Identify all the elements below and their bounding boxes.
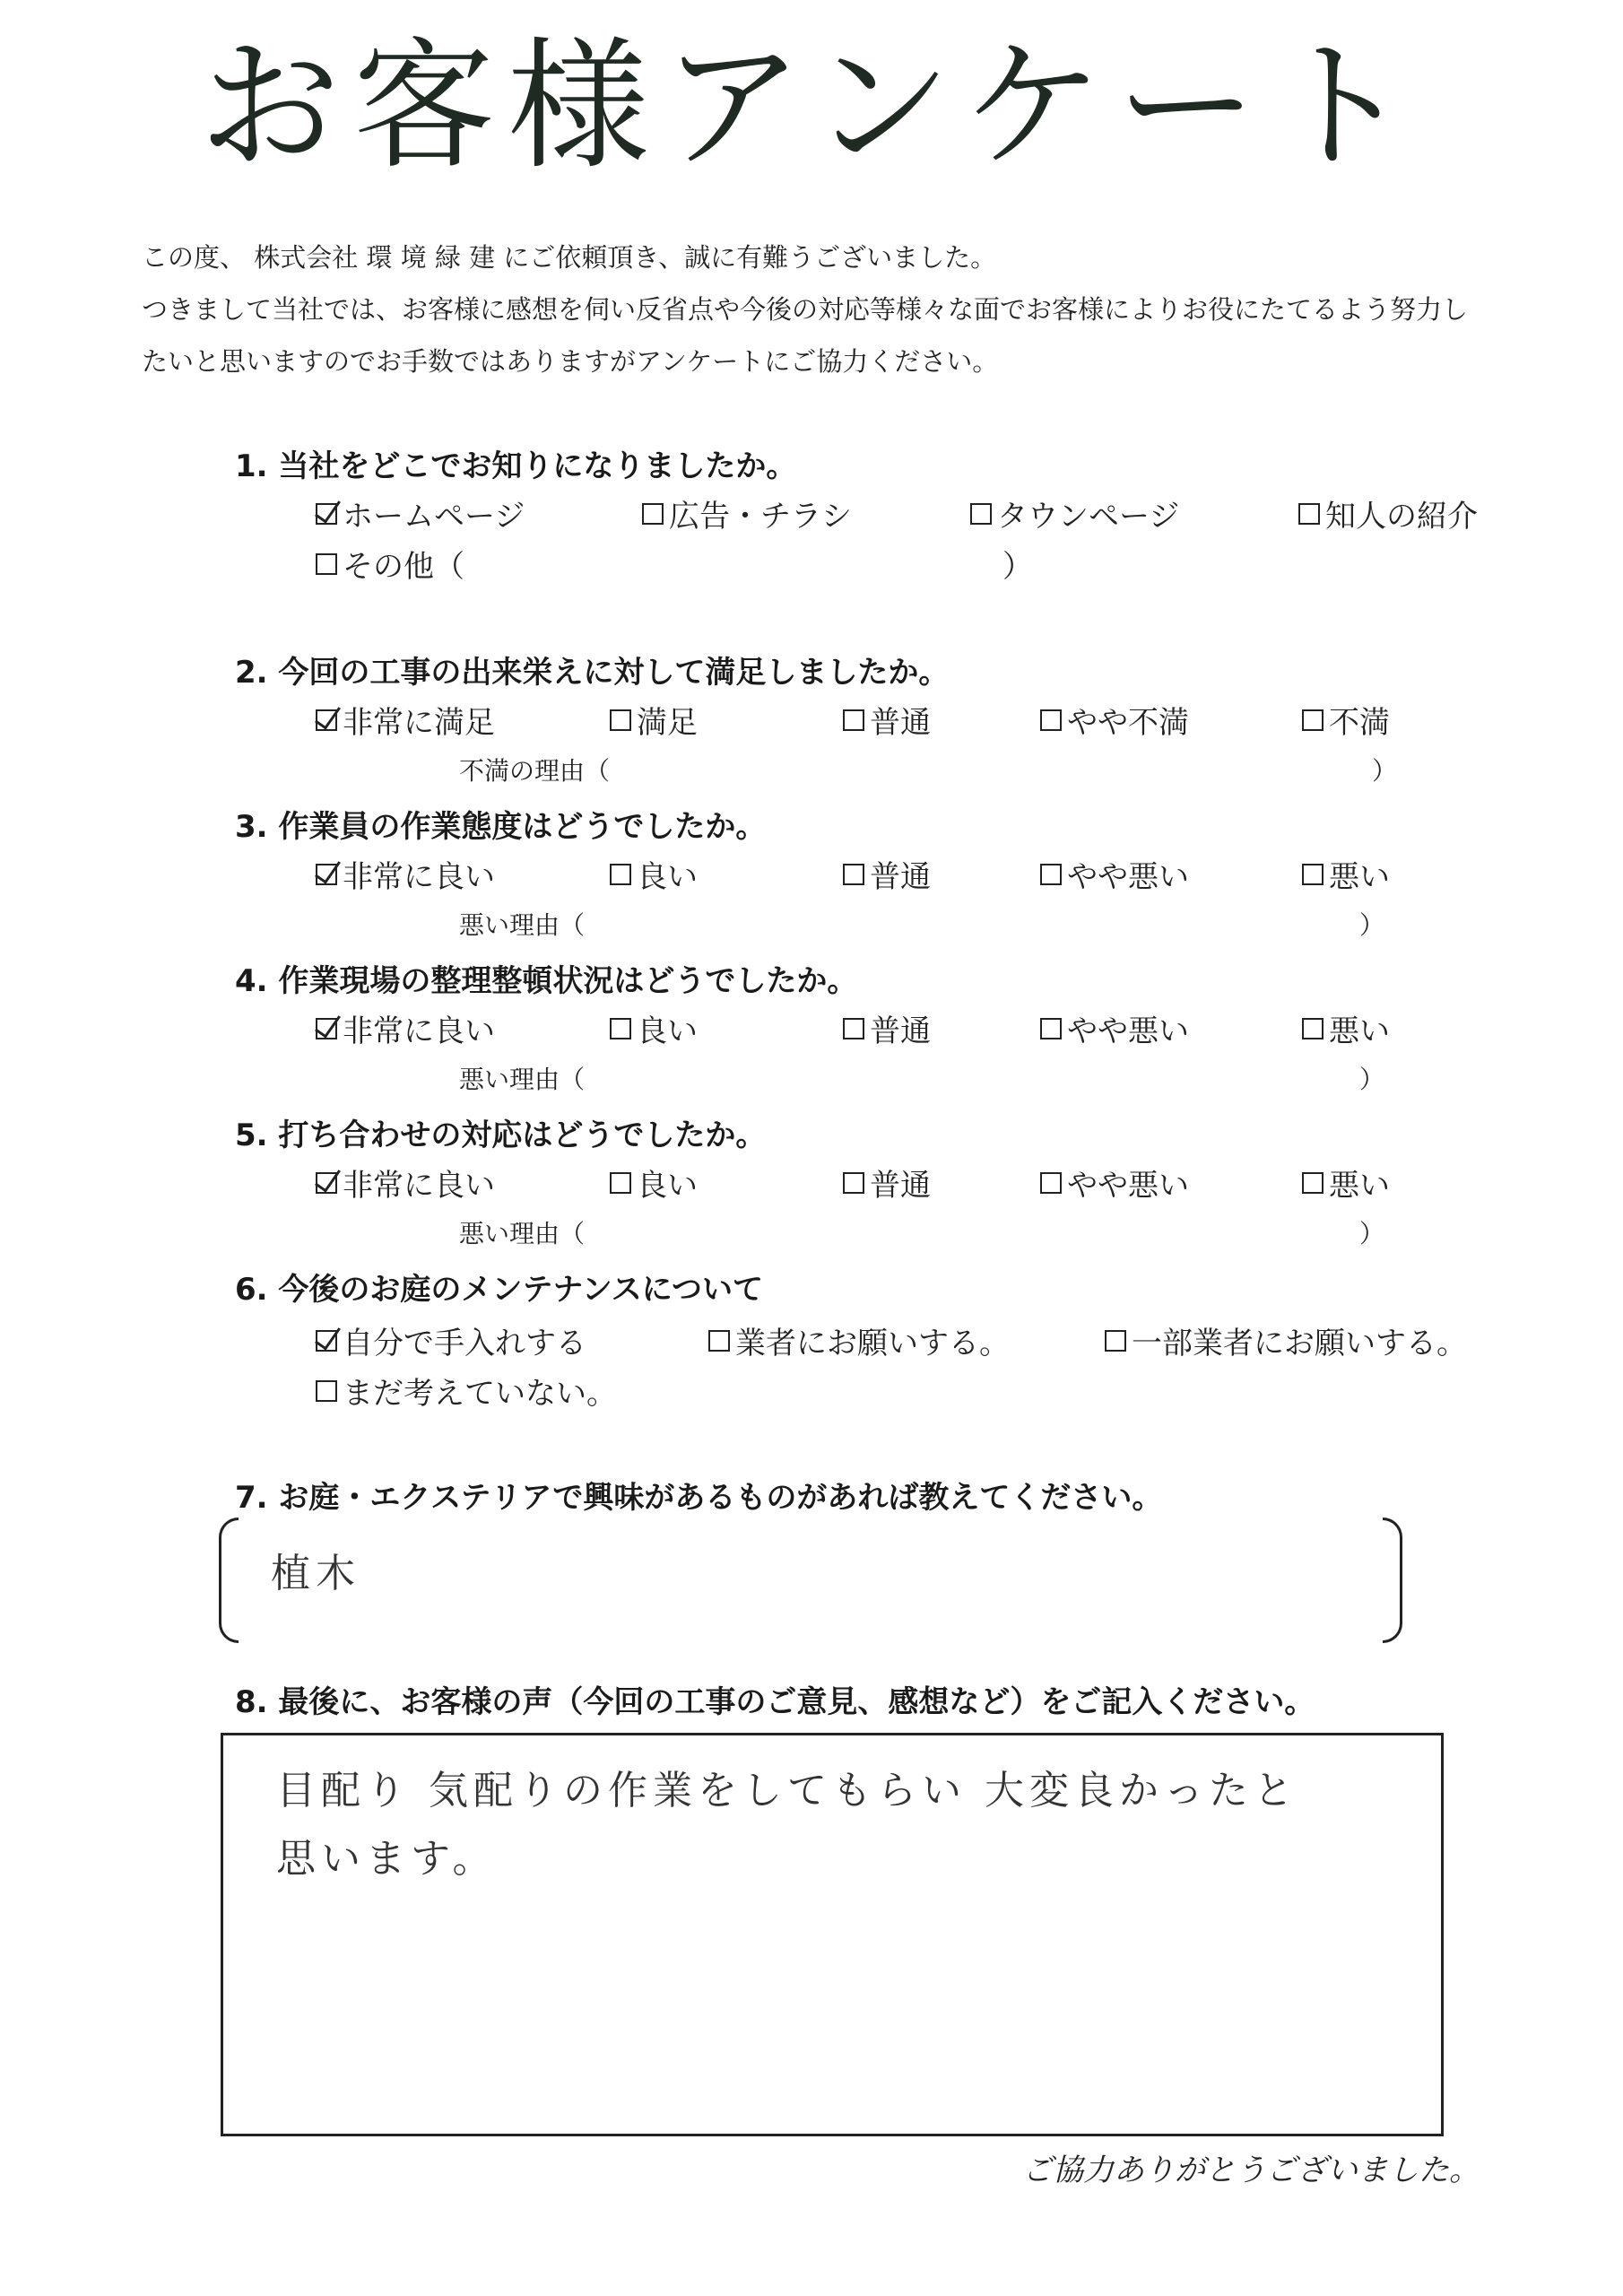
option-label: 非常に良い — [343, 1013, 495, 1049]
q4-option-3[interactable] — [843, 1006, 931, 1050]
q3-reason-label: 悪い理由（ — [459, 910, 586, 940]
q3-option-5[interactable] — [1302, 852, 1390, 896]
option-label: 悪い — [1329, 1013, 1390, 1049]
checkbox-icon[interactable] — [970, 503, 992, 525]
q7-handwritten-answer: 植木 — [271, 1551, 360, 1596]
q4-option-2[interactable] — [610, 1006, 698, 1050]
option-label: 一部業者にお願いする。 — [1132, 1326, 1467, 1361]
q8-handwritten-line-2: 思います。 — [276, 1836, 498, 1882]
q1-option-referral[interactable] — [1298, 491, 1478, 535]
q4-reason-label: 悪い理由（ — [459, 1065, 586, 1094]
option-label: 非常に満足 — [343, 705, 495, 741]
option-label: 普通 — [870, 1168, 931, 1204]
q1-other-close: ） — [1002, 549, 1033, 585]
right-bracket — [1383, 1518, 1402, 1643]
option-label: 満足 — [637, 705, 698, 741]
q1-option-townpage[interactable] — [970, 491, 1179, 535]
checkbox-checked-icon[interactable] — [316, 709, 337, 731]
checkbox-icon[interactable] — [708, 1330, 730, 1352]
option-label: 普通 — [870, 859, 931, 895]
checkbox-icon[interactable] — [1302, 1018, 1324, 1039]
checkbox-icon[interactable] — [843, 1172, 864, 1194]
q3-option-1[interactable] — [316, 852, 495, 896]
question-2: 2. 今回の工事の出来栄えに対して満足しましたか。 — [235, 655, 950, 691]
checkbox-icon[interactable] — [1040, 709, 1062, 731]
q6-option-1[interactable] — [316, 1318, 586, 1362]
q4-option-1[interactable] — [316, 1006, 495, 1050]
checkbox-icon[interactable] — [1040, 864, 1062, 885]
q4-option-5[interactable] — [1302, 1006, 1390, 1050]
q5-option-4[interactable] — [1040, 1161, 1189, 1205]
q5-option-2[interactable] — [610, 1161, 698, 1205]
option-label: 広告・チラシ — [669, 499, 852, 535]
option-label: 悪い — [1329, 1168, 1390, 1204]
option-label: 知人の紹介 — [1325, 499, 1478, 535]
checkbox-icon[interactable] — [610, 1018, 631, 1039]
thanks-note: ご協力ありがとうございました。 — [1022, 2152, 1480, 2188]
q8-handwritten-line-1: 目配り 気配りの作業をしてもらい 大変良かったと — [276, 1768, 1298, 1813]
q3-option-3[interactable] — [843, 852, 931, 896]
q6-option-4[interactable] — [316, 1369, 617, 1413]
checkbox-icon[interactable] — [1040, 1018, 1062, 1039]
checkbox-icon[interactable] — [1040, 1172, 1062, 1194]
checkbox-checked-icon[interactable] — [316, 1330, 337, 1352]
q2-option-5[interactable] — [1302, 698, 1390, 742]
q5-option-5[interactable] — [1302, 1161, 1390, 1205]
checkbox-checked-icon[interactable] — [316, 864, 337, 885]
q4-reason-close: ） — [1359, 1065, 1385, 1094]
checkbox-icon[interactable] — [610, 709, 631, 731]
option-label: 良い — [637, 859, 698, 895]
question-6: 6. 今後のお庭のメンテナンスについて — [235, 1272, 764, 1308]
q1-option-homepage[interactable] — [316, 491, 525, 535]
q5-option-1[interactable] — [316, 1161, 495, 1205]
q3-option-4[interactable] — [1040, 852, 1189, 896]
checkbox-icon[interactable] — [843, 864, 864, 885]
option-label: ホームページ — [343, 499, 525, 535]
option-label: 非常に良い — [343, 1168, 495, 1204]
q2-option-1[interactable] — [316, 698, 495, 742]
checkbox-icon[interactable] — [642, 503, 664, 525]
checkbox-icon[interactable] — [316, 553, 337, 575]
checkbox-checked-icon[interactable] — [316, 1172, 337, 1194]
checkbox-icon[interactable] — [610, 1172, 631, 1194]
option-label: 悪い — [1329, 859, 1390, 895]
checkbox-icon[interactable] — [1302, 1172, 1324, 1194]
option-label: タウンページ — [997, 499, 1180, 535]
question-4: 4. 作業現場の整理整頓状況はどうでしたか。 — [235, 963, 858, 999]
option-label: 普通 — [870, 1013, 931, 1049]
question-7: 7. お庭・エクステリアで興味があるものがあれば教えてください。 — [235, 1480, 1163, 1516]
page-title: お客様アンケート — [198, 24, 1425, 189]
question-3: 3. 作業員の作業態度はどうでしたか。 — [235, 809, 767, 845]
q1-option-other[interactable] — [316, 542, 464, 586]
option-label: 業者にお願いする。 — [735, 1326, 1010, 1361]
option-label: やや悪い — [1067, 859, 1189, 895]
intro-line-3: たいと思いますのでお手数ではありますがアンケートにご協力ください。 — [142, 346, 999, 377]
checkbox-icon[interactable] — [843, 709, 864, 731]
option-label: 普通 — [870, 705, 931, 741]
q4-option-4[interactable] — [1040, 1006, 1189, 1050]
q2-reason-close: ） — [1372, 756, 1398, 786]
left-bracket — [219, 1518, 239, 1643]
q3-option-2[interactable] — [610, 852, 698, 896]
checkbox-icon[interactable] — [1302, 709, 1324, 731]
checkbox-icon[interactable] — [1302, 864, 1324, 885]
checkbox-icon[interactable] — [843, 1018, 864, 1039]
intro-line-1: この度、 株式会社 環 境 緑 建 にご依頼頂き、誠に有難うございました。 — [142, 242, 997, 273]
checkbox-icon[interactable] — [1298, 503, 1320, 525]
q2-option-3[interactable] — [843, 698, 931, 742]
q2-option-4[interactable] — [1040, 698, 1189, 742]
question-1: 1. 当社をどこでお知りになりましたか。 — [235, 448, 797, 484]
checkbox-icon[interactable] — [316, 1380, 337, 1402]
q3-reason-close: ） — [1359, 910, 1385, 940]
q6-option-2[interactable] — [708, 1318, 1010, 1362]
question-8: 8. 最後に、お客様の声（今回の工事のご意見、感想など）をご記入ください。 — [235, 1684, 1315, 1720]
q5-option-3[interactable] — [843, 1161, 931, 1205]
option-label: 不満 — [1329, 705, 1390, 741]
q1-option-flyer[interactable] — [642, 491, 852, 535]
intro-text — [142, 231, 1541, 387]
option-label: 自分で手入れする — [343, 1326, 586, 1361]
option-label: やや悪い — [1067, 1013, 1189, 1049]
option-label: 良い — [637, 1168, 698, 1204]
option-label: 良い — [637, 1013, 698, 1049]
option-label: まだ考えていない。 — [343, 1376, 617, 1412]
q5-reason-label: 悪い理由（ — [459, 1219, 586, 1248]
q7-answer-area[interactable] — [219, 1518, 1402, 1643]
intro-line-2: つきまして当社では、お客様に感想を伺い反省点や今後の対応等様々な面でお客様によりお役にたてるよう努力し — [142, 294, 1469, 325]
option-label: その他（ — [343, 549, 464, 585]
q2-reason-label: 不満の理由（ — [459, 756, 611, 786]
q6-option-3[interactable] — [1105, 1318, 1467, 1362]
checkbox-icon[interactable] — [610, 864, 631, 885]
question-5: 5. 打ち合わせの対応はどうでしたか。 — [235, 1118, 767, 1153]
option-label: やや悪い — [1067, 1168, 1189, 1204]
q2-option-2[interactable] — [610, 698, 698, 742]
option-label: やや不満 — [1067, 705, 1189, 741]
checkbox-icon[interactable] — [1105, 1330, 1126, 1352]
option-label: 非常に良い — [343, 859, 495, 895]
checkbox-checked-icon[interactable] — [316, 1018, 337, 1039]
q5-reason-close: ） — [1359, 1219, 1385, 1248]
checkbox-checked-icon[interactable] — [316, 503, 337, 525]
